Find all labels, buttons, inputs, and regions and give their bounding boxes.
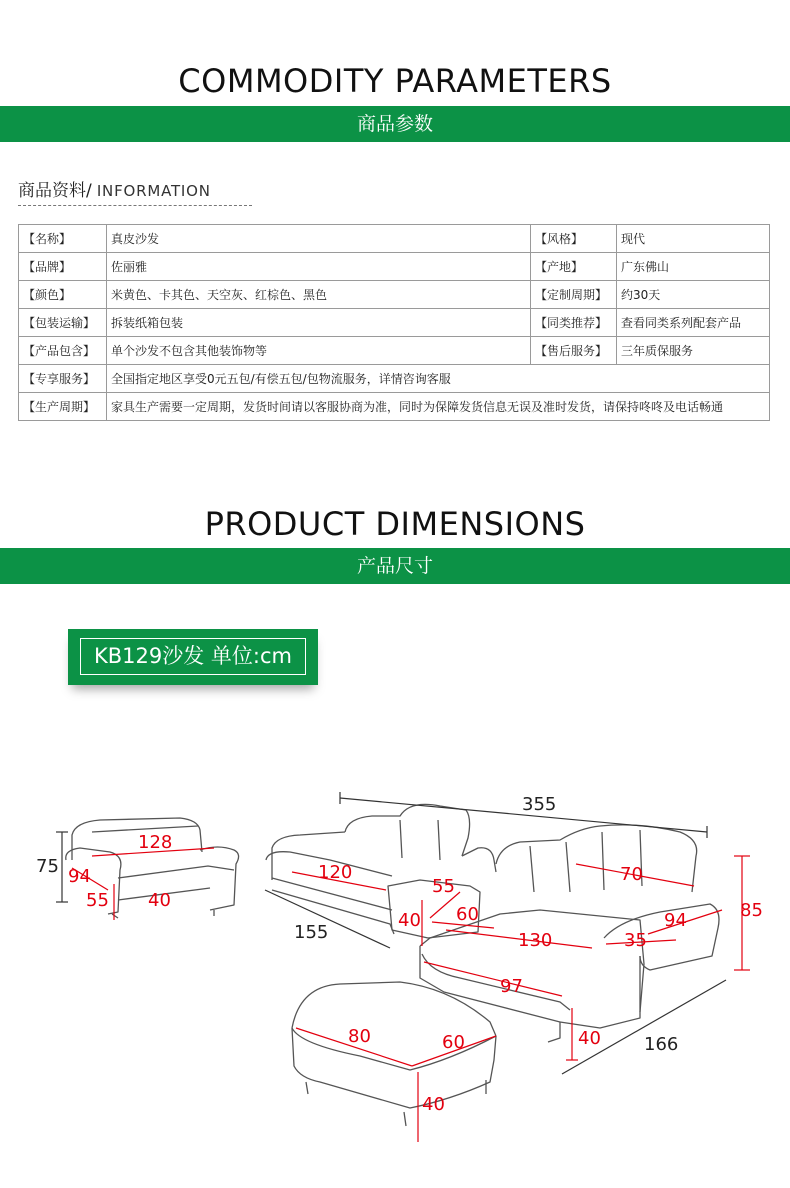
dim-armchair-seat-height: 40: [148, 890, 171, 911]
table-row: [19, 365, 770, 393]
dim-ottoman-length: 80: [348, 1026, 371, 1047]
param-key: 【定制周期】: [531, 281, 617, 309]
param-value: 真皮沙发: [107, 225, 531, 253]
dim-side-length: 166: [644, 1034, 679, 1055]
table-row: [19, 337, 770, 365]
param-key: 【包装运输】: [19, 309, 107, 337]
param-key: 【专享服务】: [19, 365, 107, 393]
param-key: 【品牌】: [19, 253, 107, 281]
sectional-drawing: [266, 804, 719, 1042]
table-row: [19, 393, 770, 421]
param-value: 三年质保服务: [617, 337, 770, 365]
param-value: 单个沙发不包含其他装饰物等: [107, 337, 531, 365]
dim-back-width: 70: [620, 864, 643, 885]
information-label-en: INFORMATION: [96, 182, 211, 200]
param-key: 【名称】: [19, 225, 107, 253]
param-key: 【售后服务】: [531, 337, 617, 365]
dim-arm-width: 35: [624, 930, 647, 951]
param-key: 【同类推荐】: [531, 309, 617, 337]
param-value: 现代: [617, 225, 770, 253]
param-value: 佐丽雅: [107, 253, 531, 281]
dim-seat-width-left: 120: [318, 862, 353, 883]
commodity-parameters-title: COMMODITY PARAMETERS: [178, 62, 612, 100]
table-row: [19, 309, 770, 337]
param-value: 拆装纸箱包装: [107, 309, 531, 337]
param-key: 【产地】: [531, 253, 617, 281]
table-row: [19, 281, 770, 309]
param-key: 【风格】: [531, 225, 617, 253]
model-badge: [68, 629, 318, 685]
dim-console-depth: 55: [432, 876, 455, 897]
param-value: 全国指定地区享受0元五包/有偿五包/包物流服务，详情咨询客服: [107, 365, 770, 393]
param-value: 查看同类系列配套产品: [617, 309, 770, 337]
dimension-diagram: [0, 760, 790, 1180]
dim-total-length: 355: [522, 794, 557, 815]
dim-armchair-height: 75: [36, 856, 59, 877]
param-key: 【生产周期】: [19, 393, 107, 421]
param-key: 【产品包含】: [19, 337, 107, 365]
model-label: KB129沙发 单位:cm: [80, 638, 306, 675]
param-value: 约30天: [617, 281, 770, 309]
param-key: 【颜色】: [19, 281, 107, 309]
param-value: 广东佛山: [617, 253, 770, 281]
dim-ottoman-width: 60: [442, 1032, 465, 1053]
commodity-parameters-band: 商品参数: [0, 106, 790, 142]
parameters-table: [18, 224, 770, 421]
param-value: 家具生产需要一定周期，发货时间请以客服协商为准，同时为保障发货信息无误及准时发货，请保持咚咚及电话畅通: [107, 393, 770, 421]
information-separator: /: [86, 181, 92, 201]
dim-armchair-width: 128: [138, 832, 173, 853]
dim-console-height: 40: [398, 910, 421, 931]
table-row: [19, 253, 770, 281]
ottoman-drawing: [292, 982, 496, 1126]
dim-depth: 155: [294, 922, 329, 943]
dim-sectional-height: 85: [740, 900, 763, 921]
dim-chaise-length: 130: [518, 930, 553, 951]
dim-console-width: 60: [456, 904, 479, 925]
product-dimensions-title: PRODUCT DIMENSIONS: [204, 505, 586, 543]
dim-chaise-width: 97: [500, 976, 523, 997]
dim-armchair-seat-depth: 55: [86, 890, 109, 911]
dim-ottoman-height: 40: [422, 1094, 445, 1115]
table-row: [19, 225, 770, 253]
product-dimensions-band: 产品尺寸: [0, 548, 790, 584]
param-value: 米黄色、卡其色、天空灰、红棕色、黑色: [107, 281, 531, 309]
information-label-cn: 商品资料: [18, 181, 86, 201]
dim-seat-height: 40: [578, 1028, 601, 1049]
dim-armchair-depth: 94: [68, 866, 91, 887]
dim-arm-depth: 94: [664, 910, 687, 931]
information-heading: [18, 176, 252, 206]
